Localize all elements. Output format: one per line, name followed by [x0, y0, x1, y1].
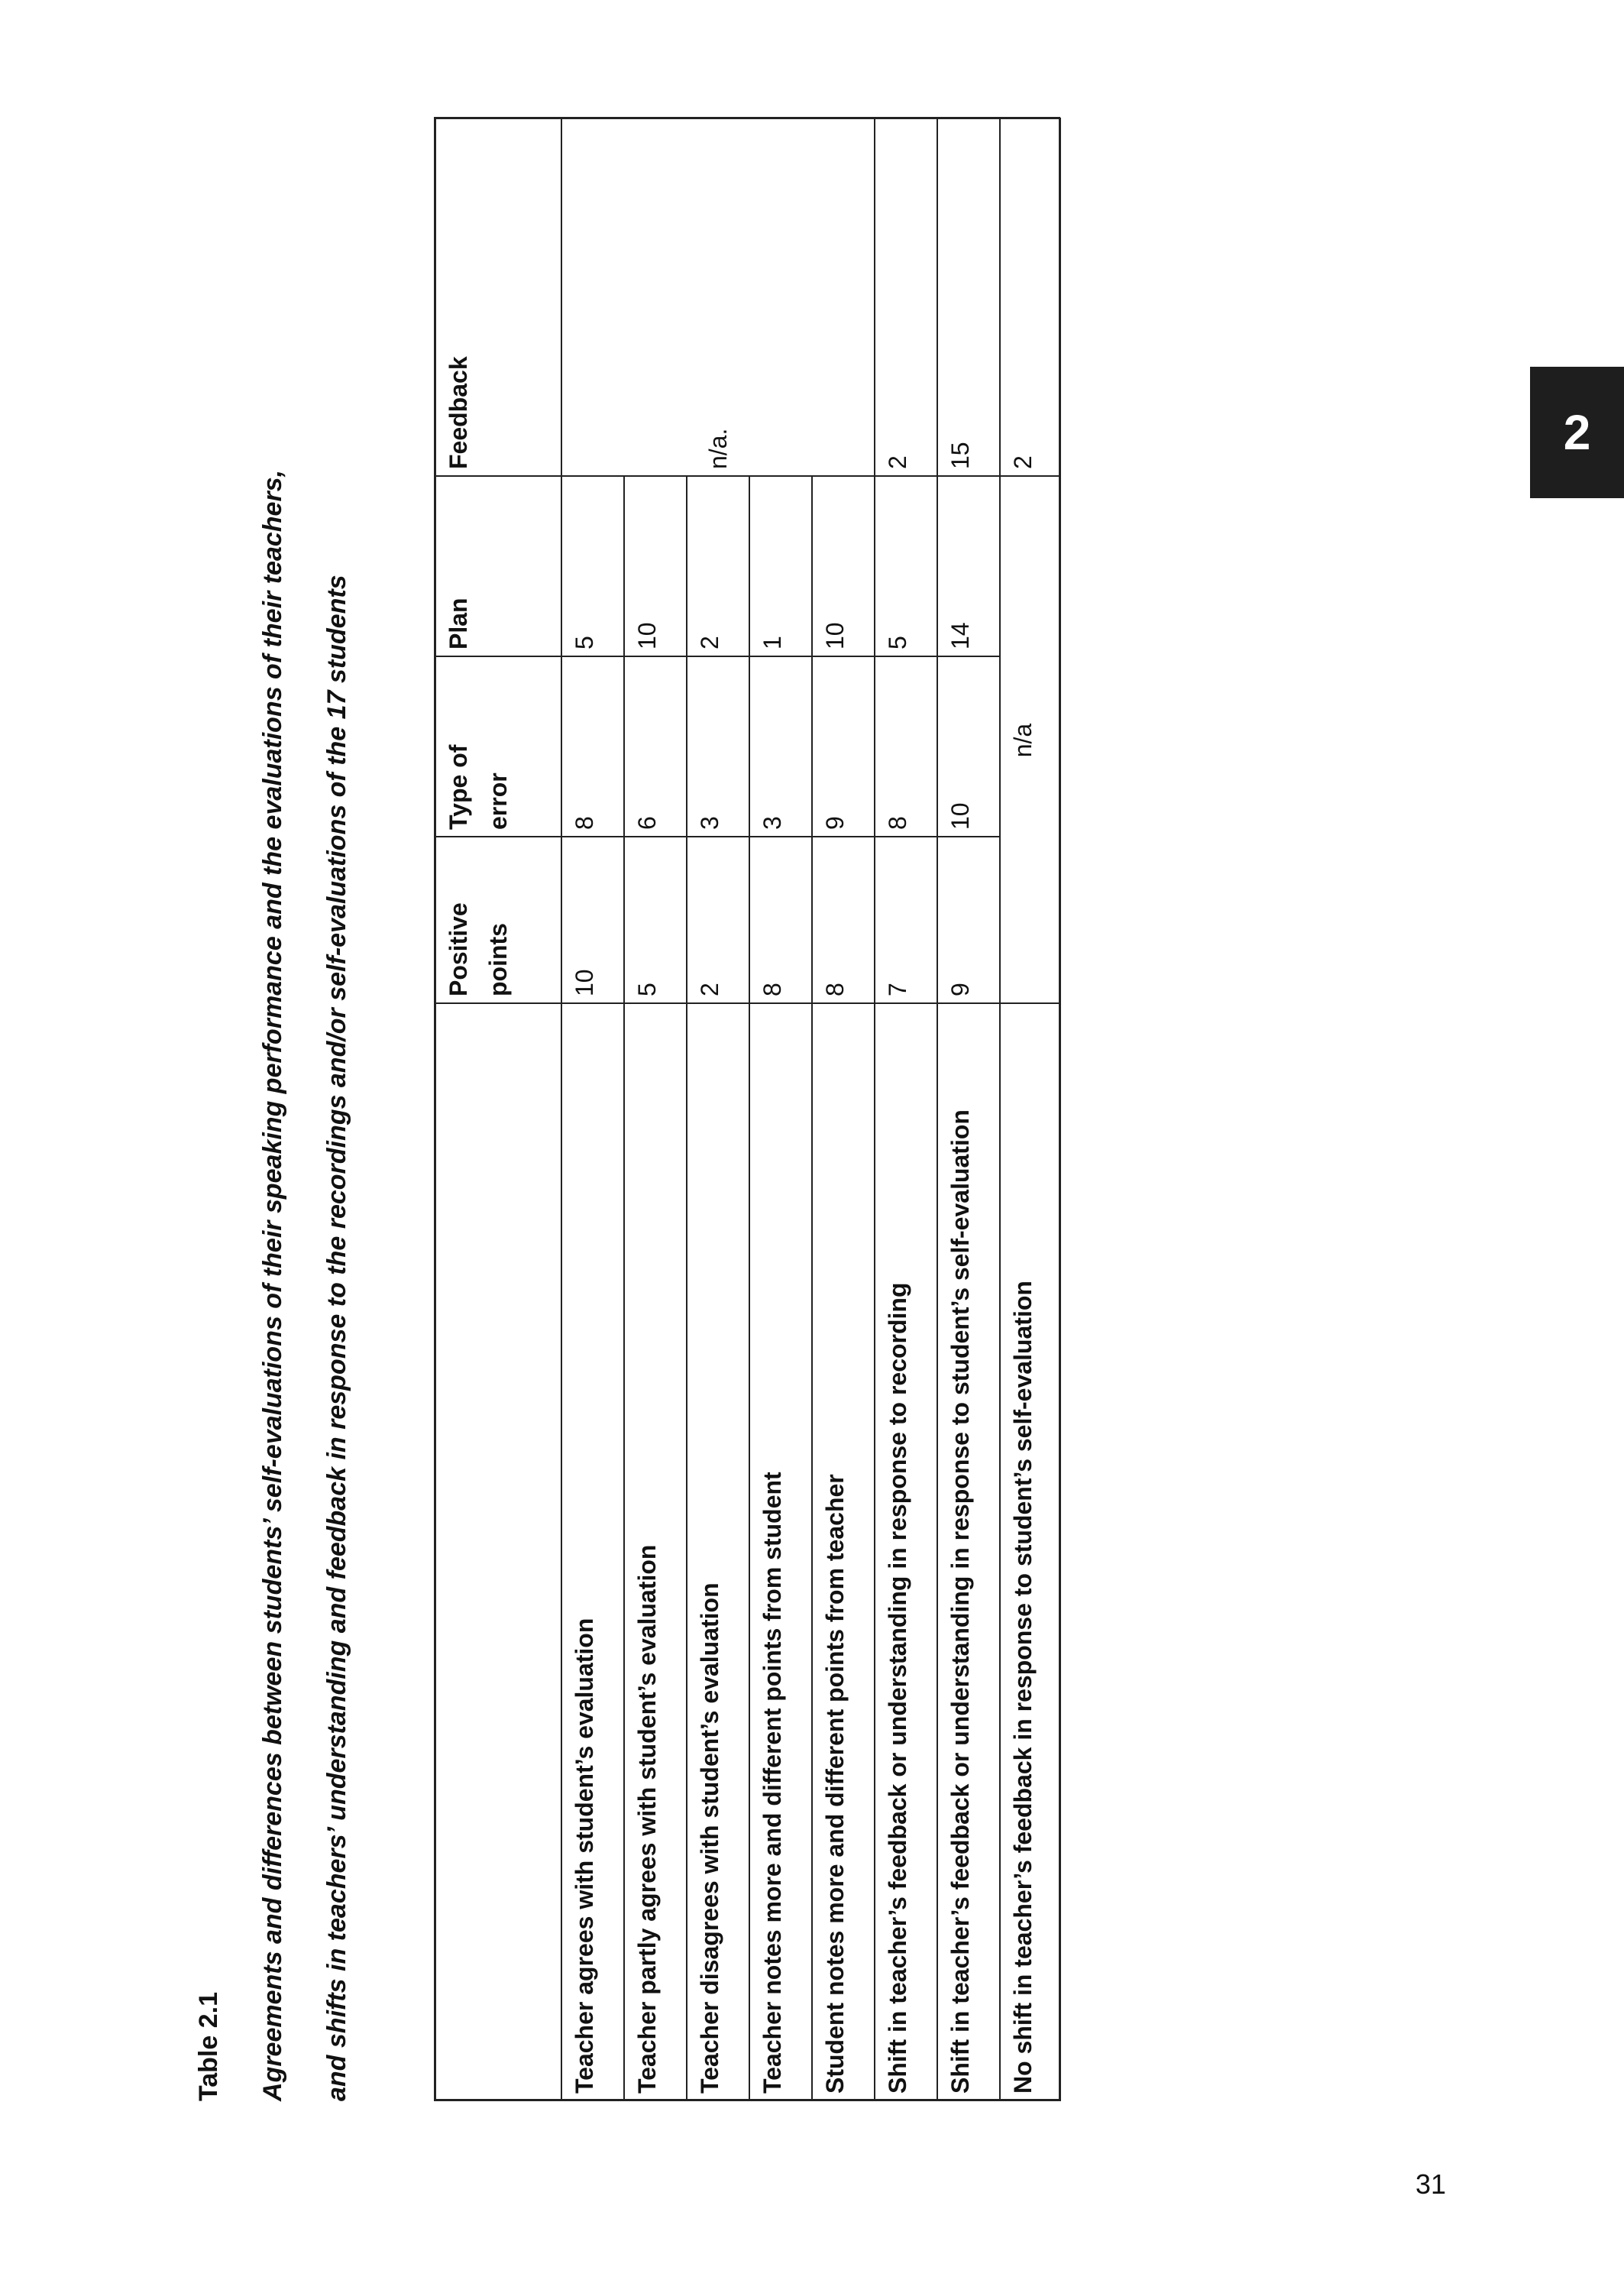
column-divider [434, 656, 999, 657]
table-border [1059, 118, 1061, 2101]
column-divider [434, 836, 999, 837]
row-divider [623, 477, 625, 2101]
row-divider [749, 477, 750, 2101]
cell-type: 6 [633, 816, 661, 830]
cell-plan: 1 [759, 636, 786, 649]
cell-plan: 10 [821, 622, 849, 649]
table-border [434, 117, 1060, 119]
row-divider [686, 477, 687, 2101]
cell-type: 3 [759, 816, 786, 830]
row-divider [874, 118, 875, 2101]
cell-feedback: 2 [1009, 455, 1037, 469]
row-label: Teacher notes more and different points from student [759, 1472, 786, 2094]
page-number: 31 [1415, 2168, 1447, 2200]
row-label: No shift in teacher’s feedback in response to student’s self-evaluation [1009, 1281, 1037, 2094]
cell-plan: 14 [946, 622, 974, 649]
cell-positive: 9 [946, 983, 974, 996]
row-label: Student notes more and different points from teacher [821, 1474, 849, 2094]
header-positive-points: Positive points [445, 902, 512, 996]
cell-type: 10 [946, 802, 974, 830]
row-label: Shift in teacher’s feedback or understanding in response to recording [884, 1282, 911, 2094]
cell-plan: 5 [884, 636, 911, 649]
table-label: Table 2.1 [194, 1992, 223, 2101]
row-label: Teacher agrees with student’s evaluation [571, 1618, 598, 2094]
cell-positive: 5 [633, 983, 661, 996]
row-divider [999, 118, 1001, 2101]
cell-feedback: 15 [946, 442, 974, 469]
cell-positive: 8 [821, 983, 849, 996]
cell-type: 3 [696, 816, 723, 830]
rotated-page-content [191, 38, 1337, 2101]
last-row-na-cell: n/a [1009, 723, 1037, 758]
table-border [434, 2099, 1060, 2101]
cell-plan: 5 [571, 636, 598, 649]
table-border [434, 118, 436, 2101]
cell-plan: 10 [633, 622, 661, 649]
feedback-na-text: n/a. [704, 428, 732, 469]
results-table [434, 118, 1060, 2101]
header-plan: Plan [445, 598, 472, 649]
table-caption-line-1: Agreements and differences between students’ self-evaluations of their speaking performance and the evaluations of their teachers, [258, 469, 287, 2101]
cell-positive: 2 [696, 983, 723, 996]
row-divider [561, 118, 562, 2101]
cell-type: 8 [884, 816, 911, 830]
cell-type: 8 [571, 816, 598, 830]
column-divider [434, 1002, 1060, 1004]
row-divider [811, 477, 813, 2101]
cell-positive: 8 [759, 983, 786, 996]
row-label: Teacher partly agrees with student’s evaluation [633, 1544, 661, 2094]
cell-plan: 2 [696, 636, 723, 649]
cell-feedback: 2 [884, 455, 911, 469]
column-divider [434, 475, 1060, 477]
chapter-tab: 2 [1530, 367, 1624, 498]
table-caption-line-2: and shifts in teachers’ understanding and feedback in response to the recordings and/or self-evaluations of the 17 students [322, 575, 351, 2101]
feedback-na-cell [561, 118, 874, 477]
row-divider [937, 118, 938, 2101]
header-feedback: Feedback [445, 356, 472, 469]
header-type-of-error: Type of error [445, 744, 512, 830]
row-label: Teacher disagrees with student’s evaluation [696, 1582, 723, 2094]
cell-type: 9 [821, 816, 849, 830]
row-label: Shift in teacher’s feedback or understanding in response to student’s self-evaluation [946, 1109, 974, 2094]
cell-positive: 7 [884, 983, 911, 996]
cell-positive: 10 [571, 969, 598, 996]
